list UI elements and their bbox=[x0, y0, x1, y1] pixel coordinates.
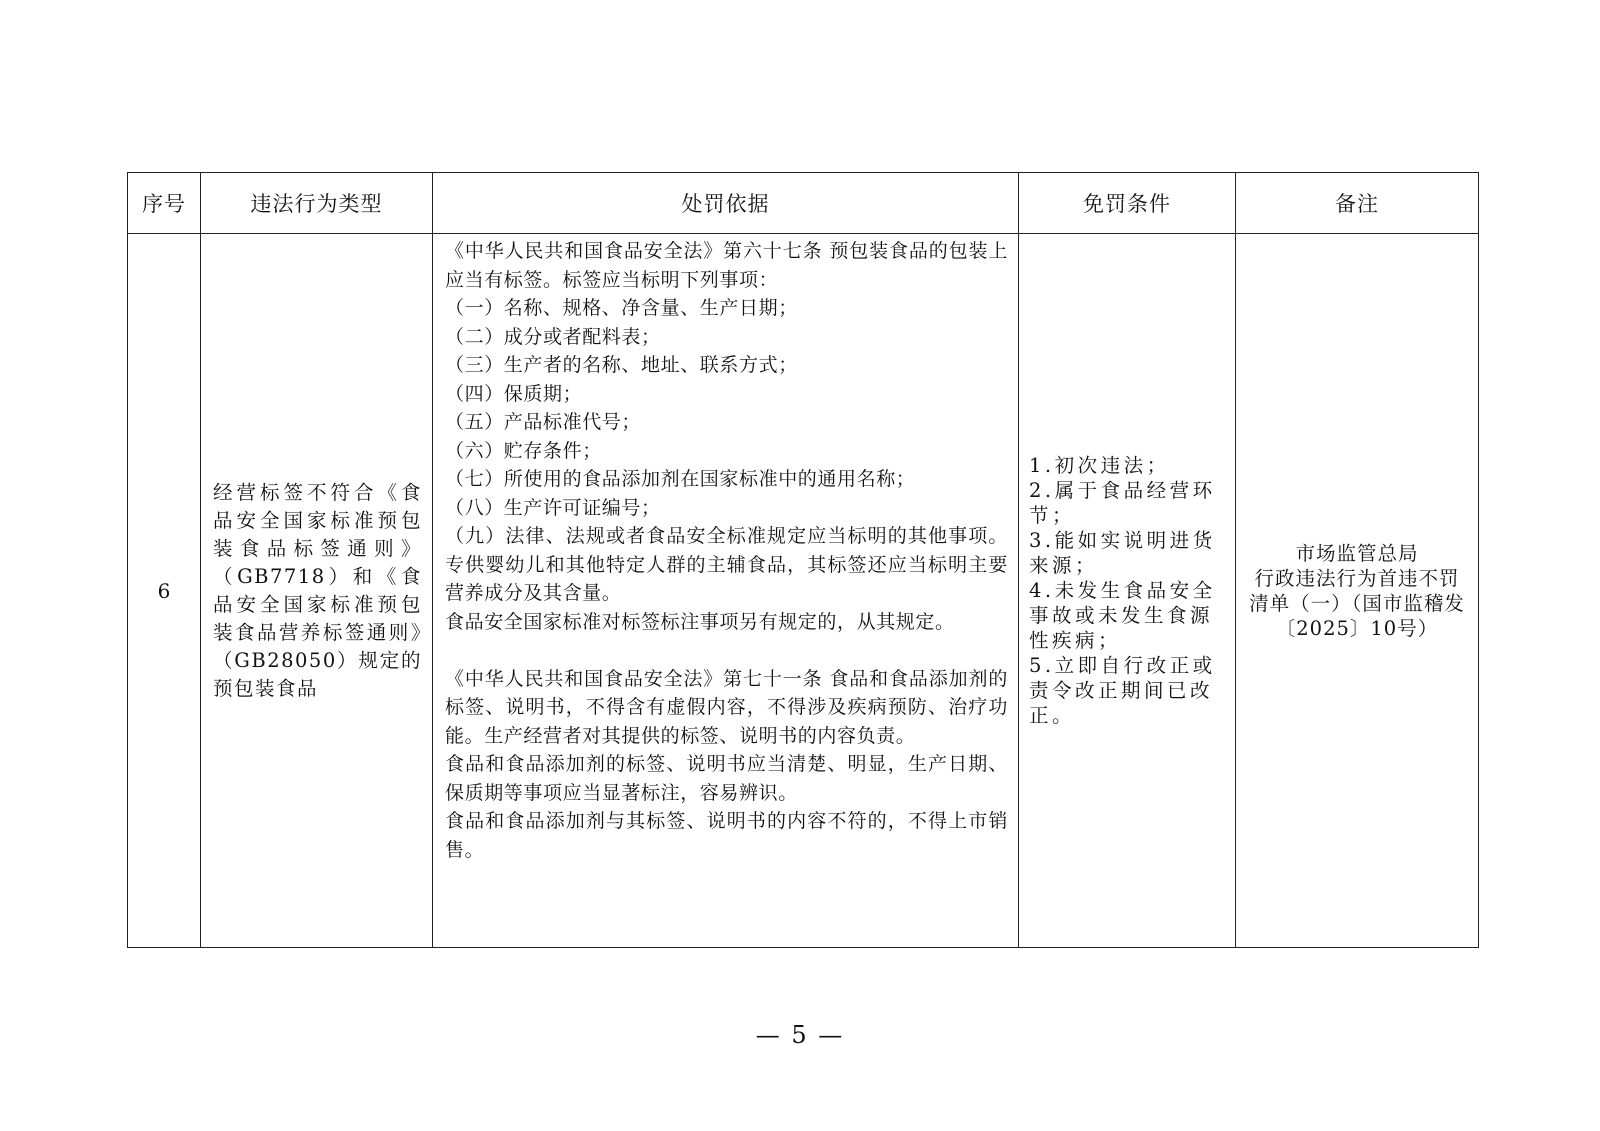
remark-document-ref: 行政违法行为首违不罚清单（一）（国市监稽发〔2025〕10号） bbox=[1249, 566, 1465, 640]
header-penalty-basis: 处罚依据 bbox=[433, 173, 1019, 234]
penalty-exemption-table bbox=[127, 172, 1479, 948]
basis-article-71-mismatch: 食品和食品添加剂与其标签、说明书的内容不符的，不得上市销售。 bbox=[445, 810, 1008, 861]
header-remarks: 备注 bbox=[1236, 173, 1479, 234]
remarks-cell bbox=[1236, 234, 1479, 948]
basis-article-71-clarity: 食品和食品添加剂的标签、说明书应当清楚、明显，生产日期、保质期等事项应当显著标注，容易辨识。 bbox=[445, 753, 1008, 804]
basis-item-1: （一）名称、规格、净含量、生产日期； bbox=[445, 297, 798, 319]
header-seq: 序号 bbox=[128, 173, 201, 234]
remark-authority: 市场监管总局 bbox=[1295, 541, 1419, 565]
violation-type-cell bbox=[201, 234, 433, 948]
basis-item-2: （二）成分或者配料表； bbox=[445, 325, 661, 348]
basis-item-6: （六）贮存条件； bbox=[445, 439, 602, 462]
violation-type-text: 经营标签不符合《食品安全国家标准预包装食品标签通则》（GB7718）和《食品安全国家标准预包装食品营养标签通则》（GB28050）规定的预包装食品 bbox=[213, 480, 422, 700]
condition-item: 4.未发生食品安全事故或未发生食源性疾病； bbox=[1029, 579, 1216, 652]
basis-item-3: （三）生产者的名称、地址、联系方式； bbox=[445, 354, 798, 376]
table-row bbox=[128, 234, 1479, 948]
exemption-conditions-cell bbox=[1019, 234, 1236, 948]
penalty-basis-cell bbox=[433, 234, 1019, 948]
basis-item-7: （七）所使用的食品添加剂在国家标准中的通用名称； bbox=[445, 468, 916, 490]
condition-item: 5.立即自行改正或责令改正期间已改正。 bbox=[1029, 654, 1216, 727]
basis-item-4: （四）保质期； bbox=[445, 382, 583, 405]
condition-item: 2.属于食品经营环节； bbox=[1029, 479, 1216, 527]
basis-article-67-intro: 《中华人民共和国食品安全法》第六十七条 预包装食品的包装上应当有标签。标签应当标明下列事项： bbox=[445, 240, 1008, 291]
table-header-row bbox=[128, 173, 1479, 234]
basis-article-67-closing: 食品安全国家标准对标签标注事项另有规定的，从其规定。 bbox=[445, 610, 955, 633]
basis-item-5: （五）产品标准代号； bbox=[445, 411, 642, 433]
header-exemption-conditions: 免罚条件 bbox=[1019, 173, 1236, 234]
basis-item-9: （九）法律、法规或者食品安全标准规定应当标明的其他事项。专供婴幼儿和其他特定人群的主辅食品，其标签还应当标明主要营养成分及其含量。 bbox=[445, 525, 1008, 604]
header-violation-type: 违法行为类型 bbox=[201, 173, 433, 234]
basis-article-71-intro: 《中华人民共和国食品安全法》第七十一条 食品和食品添加剂的标签、说明书，不得含有虚假内容，不得涉及疾病预防、治疗功能。生产经营者对其提供的标签、说明书的内容负责。 bbox=[445, 667, 1008, 747]
seq-cell: 6 bbox=[128, 234, 201, 948]
basis-item-8: （八）生产许可证编号； bbox=[445, 496, 661, 519]
condition-item: 1.初次违法； bbox=[1029, 454, 1170, 477]
paragraph-spacer bbox=[445, 636, 1008, 665]
condition-item: 3.能如实说明进货来源； bbox=[1029, 529, 1216, 577]
page-number: — 5 — bbox=[755, 1021, 845, 1049]
